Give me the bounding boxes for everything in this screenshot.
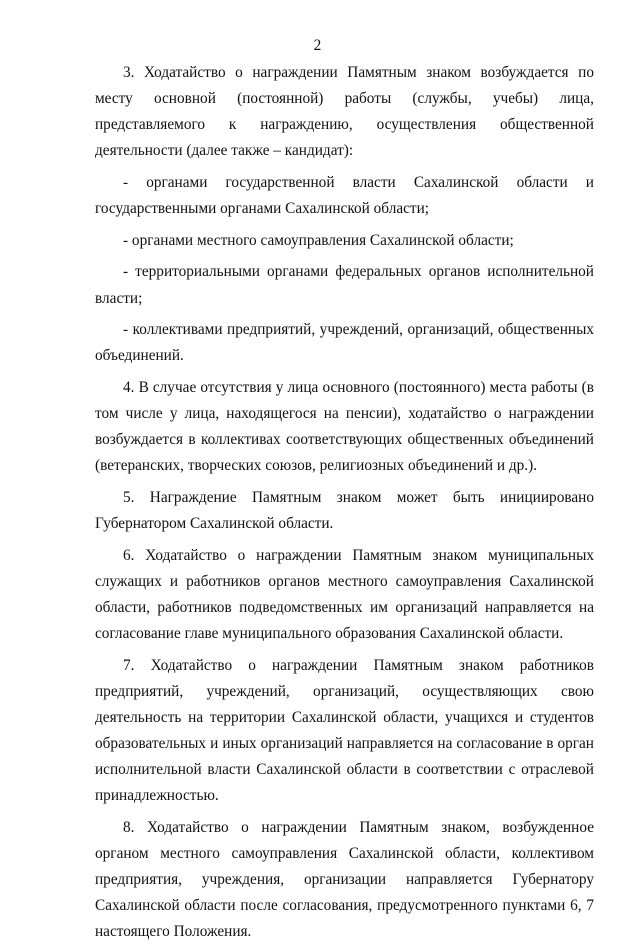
paragraph-item-4: 4. В случае отсутствия у лица основного (постоянного) места работы (в том числе у лица, находящегося на пенсии), ходатайство о награждении возбуждается в коллективах соответствующих общественных объединений (ветеранских, творческих союзов, религиозных объединений и др.). (95, 379, 594, 475)
paragraph-item-7: 7. Ходатайство о награждении Памятным знаком работников предприятий, учреждений, организаций, осуществляющих свою деятельность на территории Сахалинской области, учащихся и студентов образовательных и иных организаций направляется на согласование в орган исполнительной власти Сахалинской области в соответствии с отраслевой принадлежностью. (95, 656, 594, 805)
paragraph-item-3: 3. Ходатайство о награждении Памятным знаком возбуждается по месту основной (постоянной) работы (службы, учебы) лица, представляемого к награждению, осуществления общественной деятельности (далее также – кандидат): (95, 64, 594, 160)
paragraph-item-5: 5. Награждение Памятным знаком может быть инициировано Губернатором Сахалинской области. (95, 488, 594, 533)
paragraph-item-6: 6. Ходатайство о награждении Памятным знаком муниципальных служащих и работников органов местного самоуправления Сахалинской области, работников подведомственных им организаций направляется на согласование главе муниципального образования Сахалинской области. (95, 546, 594, 643)
list-item-federal-territorial-bodies: - территориальными органами федеральных органов исполнительной власти; (95, 263, 594, 307)
list-item-collectives: - коллективами предприятий, учреждений, организаций, общественных объединений. (95, 321, 594, 365)
list-item-local-self-government: - органами местного самоуправления Сахалинской области; (123, 231, 514, 249)
paragraph-item-8: 8. Ходатайство о награждении Памятным знаком, возбужденное органом местного самоуправления Сахалинской области, коллективом предприятия, учреждения, организации направляется Губернатору Сахалинской области после согласования, предусмотренного пунктами 6, 7 настоящего Положения. (95, 818, 594, 941)
list-item-state-authorities: - органами государственной власти Сахалинской области и государственными органами Сахалинской области; (95, 173, 594, 218)
page-number: 2 (313, 37, 322, 54)
document-body (95, 60, 594, 951)
